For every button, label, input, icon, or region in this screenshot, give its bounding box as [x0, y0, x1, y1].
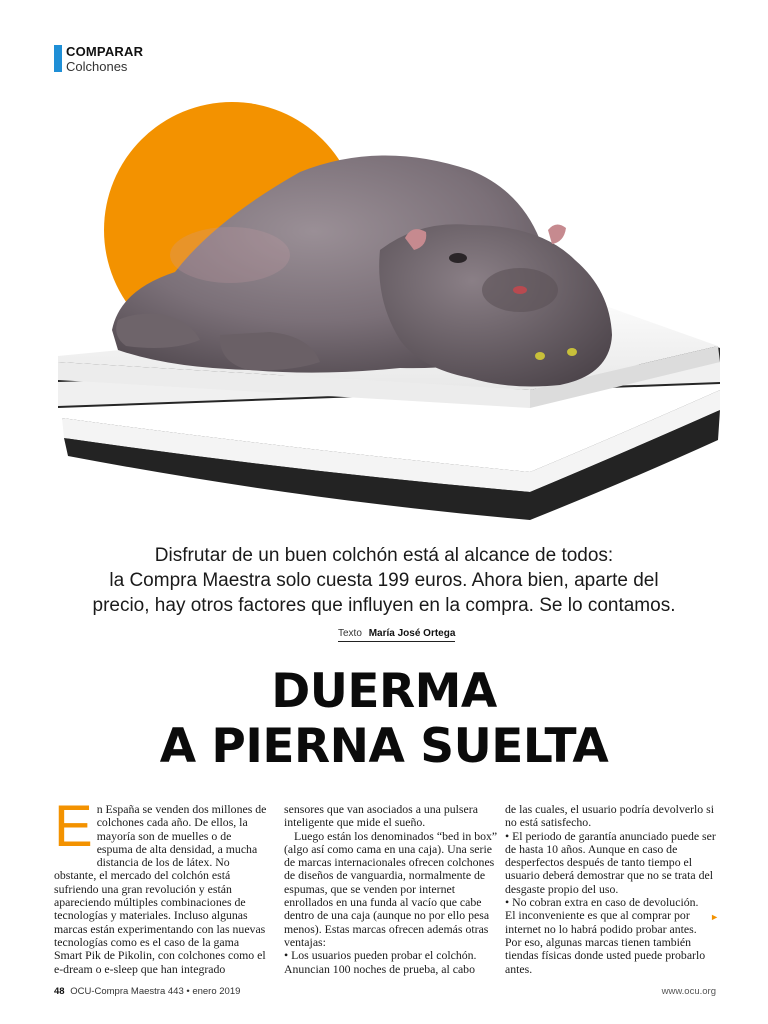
body-paragraph: sensores que van asociados a una pulsera inteligente que mide el sueño.	[284, 802, 478, 830]
headline-line: DUERMA	[271, 664, 497, 719]
headline-line: A PIERNA SUELTA	[159, 719, 609, 774]
page-number: 48	[54, 986, 65, 997]
byline-label: Texto	[338, 628, 362, 639]
footer-folio	[54, 986, 240, 997]
byline-author: María José Ortega	[368, 628, 456, 639]
lede-line: Disfrutar de un buen colchón está al alcance de todos:	[154, 545, 614, 566]
body-column-1	[54, 794, 268, 976]
website-link[interactable]: www.ocu.org	[661, 986, 716, 997]
lede-line: precio, hay otros factores que influyen en la compra. Se lo contamos.	[92, 595, 676, 616]
body-column-3	[505, 803, 719, 976]
byline-underline	[338, 641, 455, 642]
body-paragraph: • El periodo de garantía anunciado puede ser de hasta 10 años. Aunque en caso de desperfectos después de tanto tiempo el usuario deberá demostrar que no se trata del desgaste propio del uso.	[505, 828, 716, 896]
lede-paragraph	[40, 543, 728, 618]
body-column-2	[284, 803, 498, 976]
publication-info: OCU-Compra Maestra 443 • enero 2019	[70, 986, 241, 997]
body-paragraph: • Los usuarios pueden probar el colchón. Anuncian 100 noches de prueba, al cabo	[284, 948, 477, 976]
end-of-article-icon: ►	[710, 912, 719, 923]
section-accent-bar	[54, 45, 62, 72]
lede-line: la Compra Maestra solo cuesta 199 euros. Ahora bien, aparte del	[109, 570, 659, 591]
body-paragraph: • No cobran extra en caso de devolución.	[505, 895, 699, 910]
section-category: COMPARAR	[66, 44, 144, 59]
article-headline	[40, 664, 728, 774]
hero-illustration	[0, 100, 768, 540]
section-subcategory: Colchones	[66, 59, 128, 74]
drop-cap: E	[54, 794, 93, 859]
body-paragraph	[505, 909, 719, 975]
body-paragraph: de las cuales, el usuario podría devolverlo si no está satisfecho.	[505, 802, 715, 830]
body-paragraph: n España se venden dos millones de colchones cada año. De ellos, la mayoría son de muelles o de espuma de alta densidad, a mucha distancia de los de látex. No obstante, el mercado del colchón está sufriendo una gran revolución y están apareciendo múltiples combinaciones de tecnologías y materiales. Incluso algunas marcas están experimentando con las nuevas tecnologías como es el caso de la gama Smart Pik de Pikolin, con colchones como el e-dream o e-sleep que han integrado	[54, 802, 267, 976]
body-paragraph-text: El inconveniente es que al comprar por internet no lo habrá podido probar antes. Por eso, algunas marcas tienen también tiendas físicas donde usted puede probarlo antes.	[505, 908, 706, 976]
body-paragraph: Luego están los denominados “bed in box” (algo así como cama en una caja). Una serie de marcas internacionales ofrecen colchones de diseños de vanguardia, normalmente de espumas, que se venden por internet enrollados en una funda al vacío que cabe dentro de una caja (aunque no por ello pesa menos). Estas marcas ofrecen además otras ventajas:	[284, 828, 498, 949]
byline	[338, 628, 455, 639]
